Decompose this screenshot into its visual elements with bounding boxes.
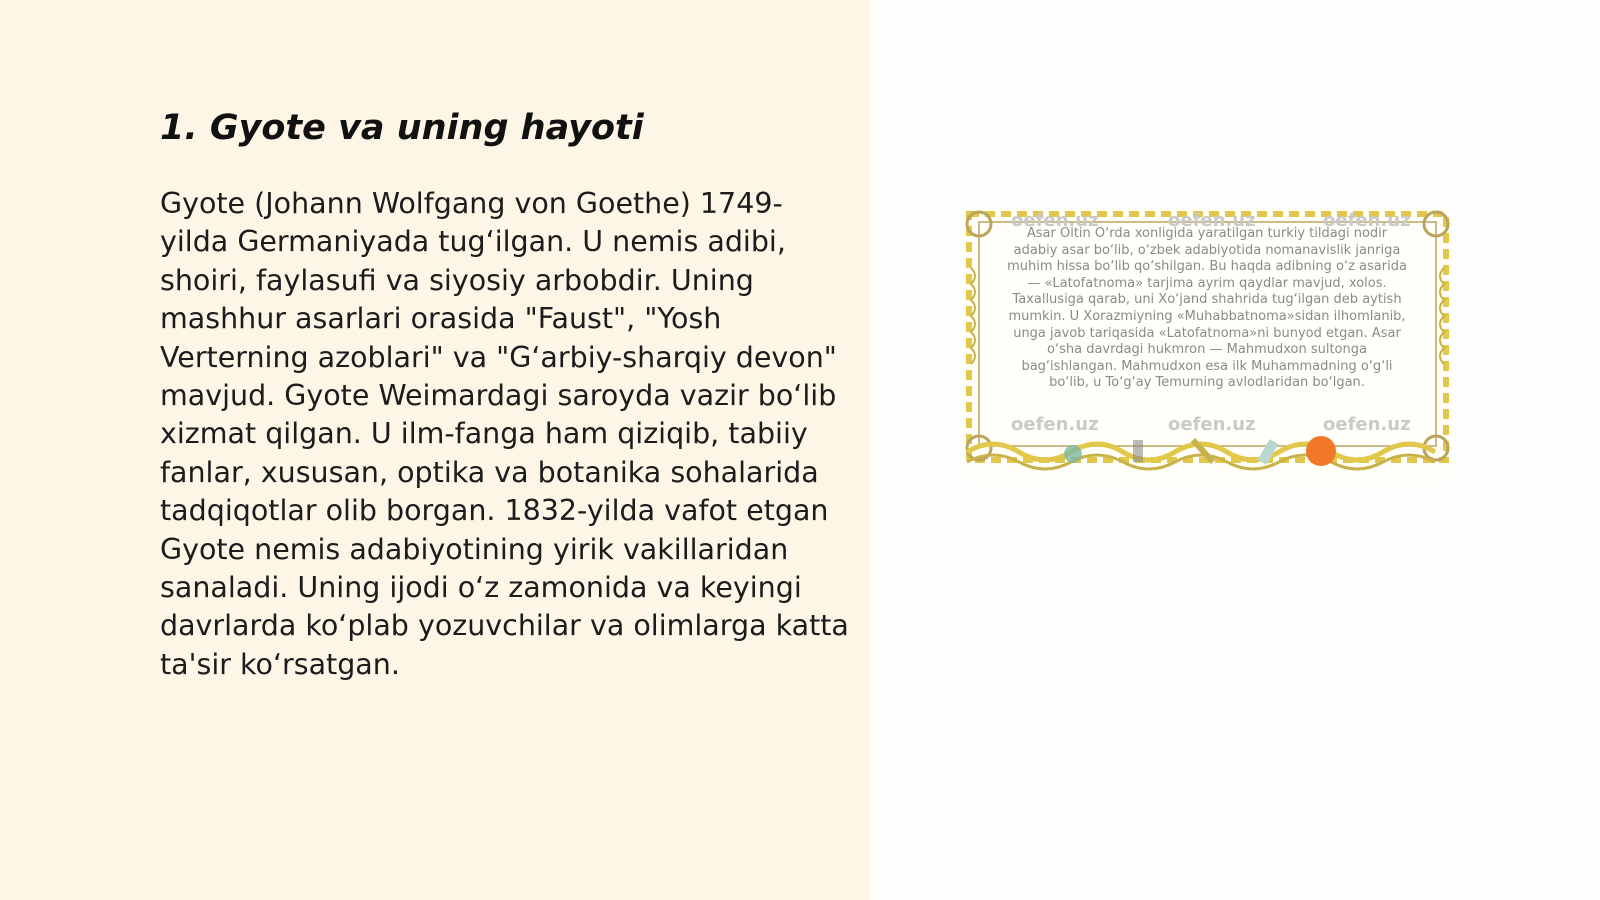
slide-title: 1. Gyote va uning hayoti xyxy=(160,108,644,148)
watermark: oefen.uz xyxy=(1011,414,1099,435)
picture-document-text: Asar Oltin O‘rda xonligida yaratilgan turkiy tildagi nodir adabiy asar bo‘lib, o‘zbek adabiyotida nomanavislik janriga muhim hissa bo‘lib qo‘shilgan. Bu haqda adibning o‘z asarida — «Latofatnoma» tarjima ayrim qaydlar mavjud, xolos. Taxallusiga qarab, uni Xo‘jand shahrida tug‘ilgan deb aytish mumkin. U Xorazmiyning «Muhabbatnoma»sidan ilhomlanib, unga javob tariqasida «Latofatnoma»ni bunyod etgan. Asar o‘sha davrdagi hukmron — Mahmudxon sultonga bag‘ishlangan. Mahmudxon esa ilk Muhammadning o‘g‘li bo‘lib, u To‘g‘ay Temurning avlodlaridan bo‘lgan. xyxy=(1007,226,1407,391)
slide-body-text: Gyote (Johann Wolfgang von Goethe) 1749-yilda Germaniyada tug‘ilgan. U nemis adibi, shoiri, faylasufi va siyosiy arbobdir. Uning mashhur asarlari orasida "Faust", "Yosh Verterning azoblari" va "G‘arbiy-sharqiy devon" mavjud. Gyote Weimardagi saroyda vazir bo‘lib xizmat qilgan. U ilm-fanga ham qiziqib, tabiiy fanlar, xususan, optika va botanika sohalarida tadqiqotlar olib borgan. 1832-yilda vafot etgan Gyote nemis adabiyotining yirik vakillaridan sanaladi. Uning ijodi o‘z zamonida va keyingi davrlarda ko‘plab yozuvchilar va olimlarga katta ta'sir ko‘rsatgan. xyxy=(160,187,849,681)
watermark: oefen.uz xyxy=(1168,414,1256,435)
tool-icon xyxy=(1133,440,1143,462)
bottle-icon xyxy=(1064,445,1082,463)
watermark: oefen.uz xyxy=(1011,210,1099,231)
watermark: oefen.uz xyxy=(1168,210,1256,231)
accent-ball-icon xyxy=(1306,436,1336,466)
watermark: oefen.uz xyxy=(1323,414,1411,435)
watermark: oefen.uz xyxy=(1323,210,1411,231)
document-picture xyxy=(963,208,1452,481)
